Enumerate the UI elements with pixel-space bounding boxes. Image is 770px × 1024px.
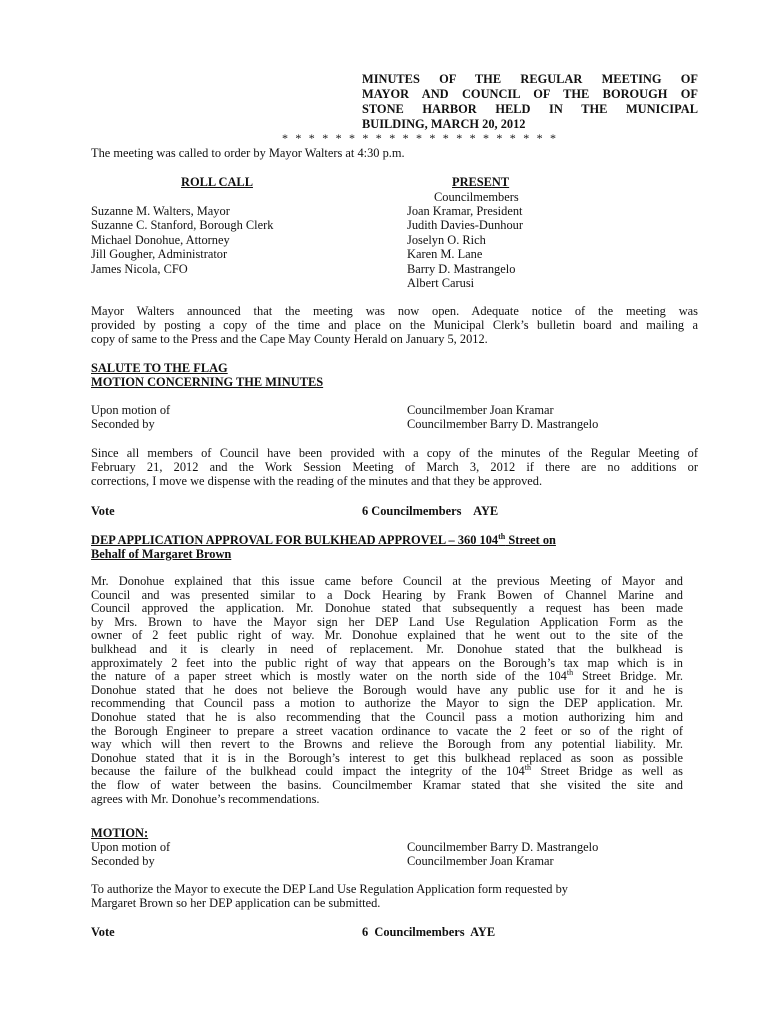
- official: Suzanne M. Walters, Mayor: [91, 204, 230, 218]
- dep-heading-line2: Behalf of Margaret Brown: [91, 547, 232, 561]
- vote-result: 6 Councilmembers AYE: [362, 925, 496, 939]
- paragraph-line: Mr. Donohue explained that this issue came before Council at the previous Meeting of Mayor and: [91, 574, 683, 588]
- paragraph-line: way which will then revert to the Browns and relieve the Borough from any potential liability. Mr.: [91, 737, 683, 752]
- vote-result: 6 Councilmembers AYE: [362, 504, 499, 518]
- paragraph-line: Council and was presented similar to a Dock Hearing by Frank Bowen of Channel Marine and: [91, 587, 683, 602]
- paragraph-line: Donohue stated that he does not believe the Borough would have any public use for it and he is: [91, 682, 683, 697]
- paragraph-line: [91, 765, 683, 779]
- paragraph-line: February 21, 2012 and the Work Session Meeting of March 3, 2012 if there are no additions or: [91, 460, 698, 474]
- official: James Nicola, CFO: [91, 262, 188, 276]
- paragraph-line: Since all members of Council have been provided with a copy of the minutes of the Regular Meeting of: [91, 446, 698, 460]
- council-member: Judith Davies-Dunhour: [407, 218, 523, 232]
- superscript: th: [524, 763, 531, 773]
- motion-seconded-label: Seconded by: [91, 854, 155, 868]
- paragraph-line-text: because the failure of the bulkhead could impact the integrity of the 104: [91, 764, 525, 779]
- dep-paragraph: [91, 575, 683, 806]
- salute-heading: SALUTE TO THE FLAG: [91, 361, 228, 375]
- motion-upon-value: Councilmember Joan Kramar: [407, 403, 554, 417]
- paragraph-line: approximately 2 feet into the public right of way that appears on the Borough’s tax map which is in: [91, 655, 683, 670]
- paragraph-line-tail: Street Bridge as well as: [530, 764, 683, 779]
- document-title: [362, 72, 698, 132]
- superscript: th: [566, 668, 574, 678]
- paragraph-line: by Mrs. Brown to have the Mayor sign her DEP Land Use Regulation Application Form as the: [91, 614, 683, 629]
- paragraph-line: the Borough Engineer to prepare a street vacation ordinance to vacate the 2 feet or so of the right of: [91, 723, 683, 738]
- official: Jill Gougher, Administrator: [91, 247, 228, 261]
- motion-upon-value: Councilmember Barry D. Mastrangelo: [407, 840, 599, 854]
- paragraph-line: agrees with Mr. Donohue’s recommendations.: [91, 791, 320, 806]
- motion-upon-label: Upon motion of: [91, 840, 171, 854]
- paragraph-line: [91, 670, 683, 684]
- title-line: MAYOR AND COUNCIL OF THE BOROUGH OF: [362, 87, 698, 101]
- paragraph-line-text: the nature of a paper street which is mostly water on the north side of the 104: [91, 669, 567, 684]
- minutes-motion-heading: MOTION CONCERNING THE MINUTES: [91, 375, 324, 389]
- paragraph-line: bulkhead and it is clearly in need of replacement. Mr. Donohue stated that the bulkhead is: [91, 641, 683, 656]
- title-line: MINUTES OF THE REGULAR MEETING OF: [362, 72, 698, 86]
- council-member: Joselyn O. Rich: [407, 233, 486, 247]
- dep-heading: [91, 533, 556, 547]
- motion-seconded-label: Seconded by: [91, 417, 155, 431]
- separator: * * * * * * * * * * * * * * * * * * * * *: [282, 131, 559, 145]
- paragraph-line: recommending that Council pass a motion to authorize the Mayor to sign the DEP application. Mr.: [91, 696, 683, 711]
- present-heading: PRESENT: [452, 175, 510, 189]
- paragraph-line: Mayor Walters announced that the meeting was now open. Adequate notice of the meeting was: [91, 304, 698, 318]
- motion-seconded-value: Councilmember Barry D. Mastrangelo: [407, 417, 599, 431]
- paragraph-line: copy of same to the Press and the Cape May County Herald on January 5, 2012.: [91, 332, 488, 346]
- paragraph-line-tail: Street Bridge. Mr.: [573, 669, 683, 684]
- council-member: Joan Kramar, President: [407, 204, 523, 218]
- vote-label: Vote: [91, 504, 115, 518]
- roll-call-heading: ROLL CALL: [181, 175, 253, 189]
- present-subheading: Councilmembers: [434, 190, 519, 204]
- title-line: STONE HARBOR HELD IN THE MUNICIPAL: [362, 102, 698, 116]
- dep-heading-text: DEP APPLICATION APPROVAL FOR BULKHEAD APPROVEL – 360 104: [91, 533, 499, 547]
- motion-seconded-value: Councilmember Joan Kramar: [407, 854, 554, 868]
- title-line: BUILDING, MARCH 20, 2012: [362, 117, 526, 131]
- authorize-line: Margaret Brown so her DEP application can be submitted.: [91, 896, 381, 910]
- council-member: Karen M. Lane: [407, 247, 483, 261]
- minutes-paragraph: [91, 446, 698, 488]
- announcement-paragraph: [91, 304, 698, 346]
- motion-heading: MOTION:: [91, 826, 149, 840]
- official: Michael Donohue, Attorney: [91, 233, 230, 247]
- motion-upon-label: Upon motion of: [91, 403, 171, 417]
- vote-label: Vote: [91, 925, 115, 939]
- paragraph-line: Donohue stated that it is in the Borough’s interest to get this bulkhead replaced as soon as possible: [91, 750, 683, 765]
- paragraph-line: Donohue stated that he is also recommending that the Council pass a motion authorizing him and: [91, 709, 683, 724]
- call-to-order: The meeting was called to order by Mayor Walters at 4:30 p.m.: [91, 146, 405, 160]
- council-member: Barry D. Mastrangelo: [407, 262, 516, 276]
- dep-heading-sup: th: [498, 532, 506, 541]
- dep-heading-text-end: Street on: [505, 533, 556, 547]
- paragraph-line: the flow of water between the basins. Councilmember Kramar stated that she visited the site and: [91, 777, 683, 792]
- authorize-line: To authorize the Mayor to execute the DEP Land Use Regulation Application form requested by: [91, 882, 568, 896]
- official: Suzanne C. Stanford, Borough Clerk: [91, 218, 274, 232]
- council-member: Albert Carusi: [407, 276, 475, 290]
- paragraph-line: owner of 2 feet public right of way. Mr. Donohue explained that he went out to the site of the: [91, 628, 683, 643]
- paragraph-line: provided by posting a copy of the time and place on the Municipal Clerk’s bulletin board and mailing a: [91, 318, 698, 332]
- paragraph-line: Council approved the application. Mr. Donohue stated that subsequently a request has been made: [91, 601, 683, 616]
- paragraph-line: corrections, I move we dispense with the reading of the minutes and that they be approved.: [91, 474, 543, 488]
